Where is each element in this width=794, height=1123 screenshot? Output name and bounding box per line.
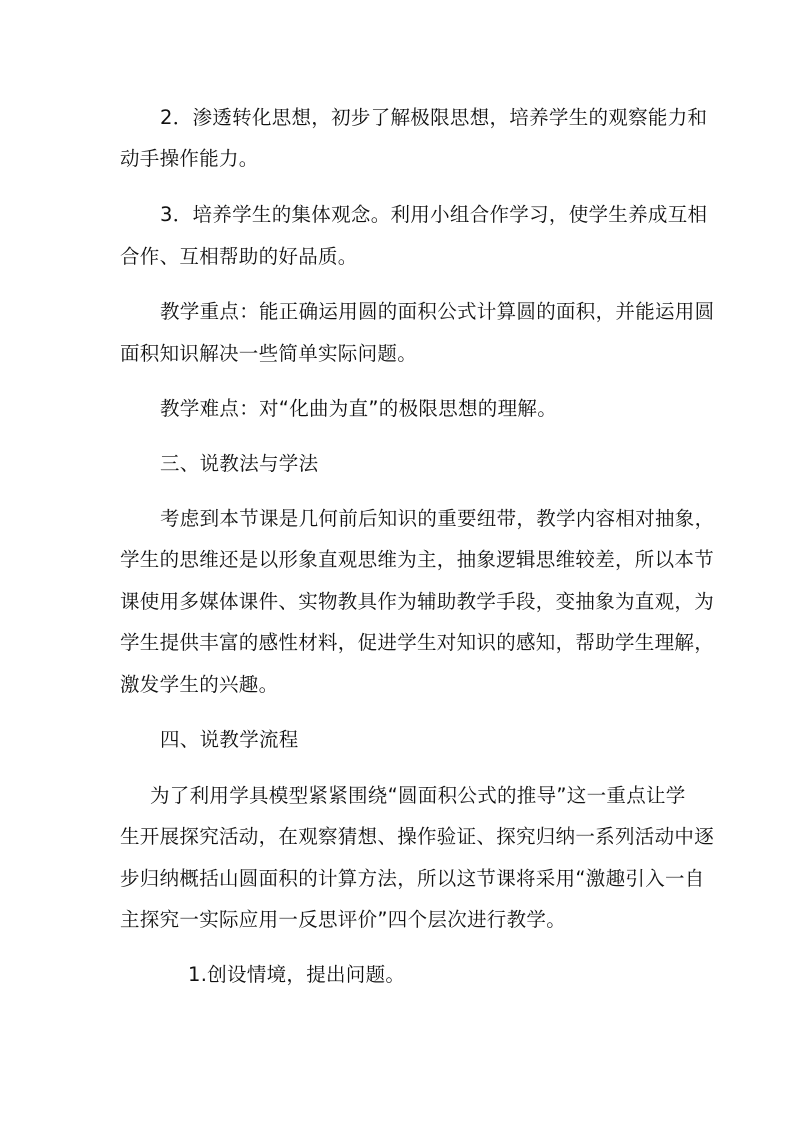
methods-line-1: 考虑到本节课是几何前后知识的重要纽带，教学内容相对抽象， <box>160 507 715 530</box>
objective-2-line-2: 动手操作能力。 <box>120 147 259 170</box>
methods-line-4: 学生提供丰富的感性材料，促进学生对知识的感知，帮助学生理解， <box>120 631 715 654</box>
methods-line-3: 课使用多媒体课件、实物教具作为辅助教学手段，变抽象为直观，为 <box>120 590 715 613</box>
section-4-heading: 四、说教学流程 <box>160 728 299 751</box>
objective-3-line-1: 3．培养学生的集体观念。利用小组合作学习，使学生养成互相 <box>160 203 708 226</box>
objective-3-line-2: 合作、互相帮助的好品质。 <box>120 245 358 268</box>
teaching-focus-line-1: 教学重点：能正确运用圆的面积公式计算圆的面积，并能运用圆 <box>160 300 715 323</box>
process-line-2: 生开展探究活动，在观察猜想、操作验证、探究归纳一系列活动中逐 <box>120 825 715 848</box>
teaching-focus-line-2: 面积知识解决一些简单实际问题。 <box>120 342 418 365</box>
step-1-heading: 1.创设情境，提出问题。 <box>188 963 406 986</box>
process-line-1: 为了利用学具模型紧紧围绕“圆面积公式的推导”这一重点让学 <box>150 784 686 807</box>
methods-line-5: 激发学生的兴趣。 <box>120 673 279 696</box>
process-line-3: 步归纳概括山圆面积的计算方法，所以这节课将采用“激趣引入一自 <box>120 867 705 890</box>
process-line-4: 主探究一实际应用一反思评价”四个层次进行教学。 <box>120 908 567 931</box>
methods-line-2: 学生的思维还是以形象直观思维为主，抽象逻辑思维较差，所以本节 <box>120 548 715 571</box>
objective-2-line-1: 2．渗透转化思想，初步了解极限思想，培养学生的观察能力和 <box>160 106 708 129</box>
teaching-difficulty-line: 教学难点：对“化曲为直”的极限思想的理解。 <box>160 397 558 420</box>
section-3-heading: 三、说教法与学法 <box>160 452 319 475</box>
